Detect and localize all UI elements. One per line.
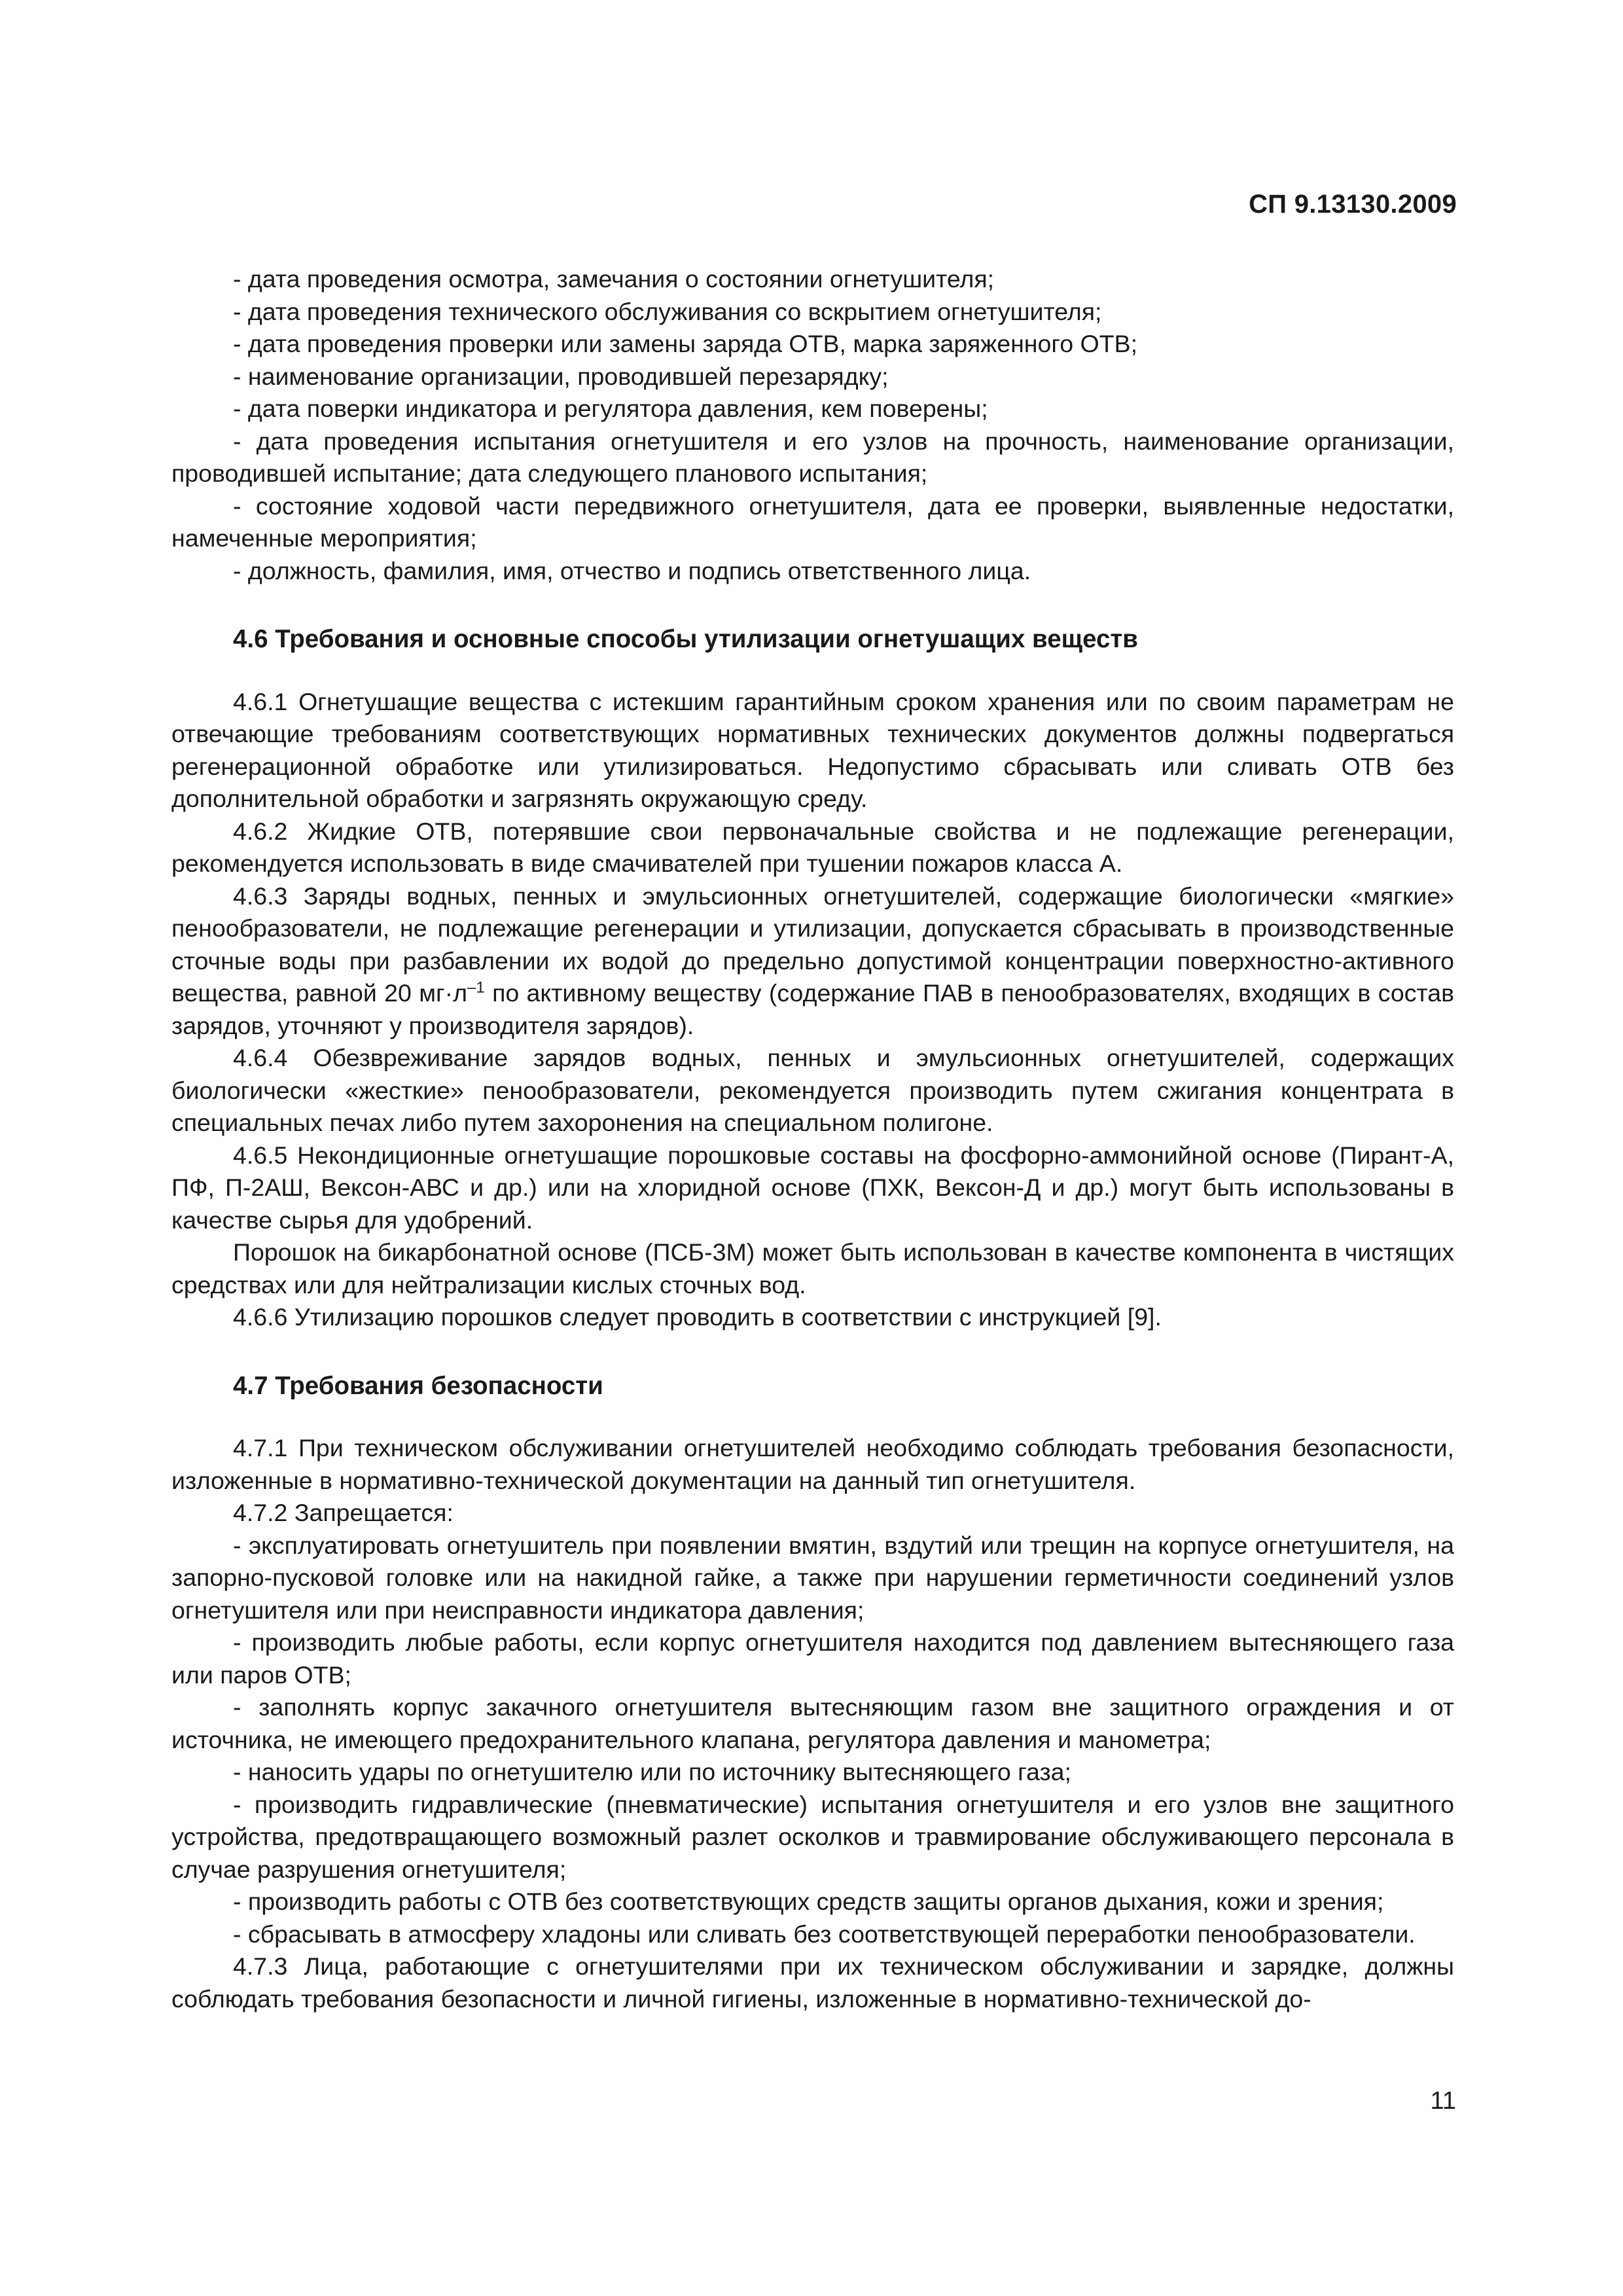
paragraph xyxy=(171,1236,1454,1301)
paragraph-text: 4.7.2 Запрещается: xyxy=(233,1499,454,1526)
paragraph xyxy=(171,1432,1454,1497)
superscript: –1 xyxy=(467,978,485,997)
paragraph xyxy=(171,296,1454,329)
section-heading xyxy=(171,623,1454,656)
paragraph xyxy=(171,686,1454,816)
paragraph-text: 4.6.4 Обезвреживание зарядов водных, пенных и эмульсионных огнетушителей, содержащих биологически «жесткие» пенообразователи, рекомендуется производить путем сжигания концентрата в специальных печах либо путем захоронения на специальном полигоне. xyxy=(171,1044,1454,1136)
paragraph-text: - эксплуатировать огнетушитель при появлении вмятин, вздутий или трещин на корпусе огнетушителя, на запорно-пусковой головке или на накидной гайке, а также при нарушении герметичности соединений узлов огнетушителя или при неисправности индикатора давления; xyxy=(171,1531,1454,1624)
paragraph-text: - заполнять корпус закачного огнетушителя вытесняющим газом вне защитного ограждения и от источника, не имеющего предохранительного клапана, регулятора давления и манометра; xyxy=(171,1693,1454,1753)
paragraph-text: - наносить удары по огнетушителю или по источнику вытесняющего газа; xyxy=(233,1758,1071,1785)
paragraph-text: 4.6.5 Некондиционные огнетушащие порошковые составы на фосфорно-аммонийной основе (Пирант-А, ПФ, П-2АШ, Вексон-АВС и др.) или на хлоридной основе (ПХК, Вексон-Д и др.) могут быть использованы в качестве сырья для удобрений. xyxy=(171,1141,1454,1234)
paragraph-text: - производить любые работы, если корпус огнетушителя находится под давлением вытесняющего газа или паров ОТВ; xyxy=(171,1628,1454,1689)
paragraph xyxy=(171,816,1454,880)
paragraph-text: - производить работы с ОТВ без соответствующих средств защиты органов дыхания, кожи и зрения; xyxy=(233,1888,1384,1915)
paragraph-text: 4.7.1 При техническом обслуживании огнетушителей необходимо соблюдать требования безопасности, изложенные в нормативно-технической документации на данный тип огнетушителя. xyxy=(171,1434,1454,1494)
paragraph-text: - состояние ходовой части передвижного огнетушителя, дата ее проверки, выявленные недостатки, намеченные мероприятия; xyxy=(171,492,1454,552)
paragraph xyxy=(171,1886,1454,1918)
document-code: СП 9.13130.2009 xyxy=(1249,190,1457,219)
paragraph xyxy=(171,393,1454,425)
paragraph-text: - дата проведения технического обслуживания со вскрытием огнетушителя; xyxy=(233,297,1102,325)
paragraph xyxy=(171,361,1454,393)
paragraph-text: - производить гидравлические (пневматические) испытания огнетушителя и его узлов вне защитного устройства, предотвращающего возможный разлет осколков и травмирование обслуживающего персонала в случае разрушения огнетушителя; xyxy=(171,1790,1454,1883)
paragraph-text: - дата поверки индикатора и регулятора давления, кем поверены; xyxy=(233,395,988,422)
paragraph xyxy=(171,1950,1454,2015)
paragraph xyxy=(171,1139,1454,1237)
paragraph-text: 4.6.2 Жидкие ОТВ, потерявшие свои первоначальные свойства и не подлежащие регенерации, рекомендуется использовать в виде смачивателей при тушении пожаров класса А. xyxy=(171,817,1454,877)
paragraph xyxy=(171,1497,1454,1530)
paragraph xyxy=(171,263,1454,296)
paragraph xyxy=(171,1918,1454,1951)
paragraph xyxy=(171,1301,1454,1334)
paragraph xyxy=(171,880,1454,1043)
paragraph-text-tail: по активному веществу (содержание ПАВ в пенообразователях, входящих в состав зарядов, уточняют у производителя зарядов). xyxy=(171,979,1454,1039)
paragraph-text: Порошок на бикарбонатной основе (ПСБ-3М) может быть использован в качестве компонента в чистящих средствах или для нейтрализации кислых сточных вод. xyxy=(171,1238,1454,1299)
paragraph-text: - дата проведения проверки или замены заряда ОТВ, марка заряженного ОТВ; xyxy=(233,330,1137,357)
paragraph-text: 4.6.6 Утилизацию порошков следует проводить в соответствии с инструкцией [9]. xyxy=(233,1303,1162,1331)
paragraph xyxy=(171,328,1454,361)
paragraph-text: 4.6.3 Заряды водных, пенных и эмульсионных огнетушителей, содержащие биологически «мягкие» пенообразователи, не подлежащие регенерации и утилизации, допускается сбрасывать в производственные сточные воды при разбавлении их водой до предельно допустимой концентрации поверхностно-активного вещества, равной 20 мг·л xyxy=(171,882,1454,1007)
paragraph-text: 4.7.3 Лица, работающие с огнетушителями при их техническом обслуживании и зарядке, должны соблюдать требования безопасности и личной гигиены, изложенные в нормативно-технической до- xyxy=(171,1952,1454,2013)
paragraph-text: - дата проведения осмотра, замечания о состоянии огнетушителя; xyxy=(233,265,995,293)
paragraph-text: - дата проведения испытания огнетушителя и его узлов на прочность, наименование организации, проводившей испытание; дата следующего планового испытания; xyxy=(171,427,1454,487)
paragraph-text: - наименование организации, проводившей перезарядку; xyxy=(233,362,889,390)
paragraph xyxy=(171,1756,1454,1789)
document-body xyxy=(171,263,1454,2015)
heading-text: 4.7 Требования безопасности xyxy=(233,1371,603,1400)
paragraph xyxy=(171,1042,1454,1139)
heading-text: 4.6 Требования и основные способы утилизации огнетушащих веществ xyxy=(233,625,1138,653)
paragraph xyxy=(171,1626,1454,1691)
paragraph xyxy=(171,1530,1454,1627)
paragraph xyxy=(171,490,1454,555)
paragraph xyxy=(171,1789,1454,1886)
paragraph-text: - сбрасывать в атмосферу хладоны или сливать без соответствующей переработки пенообразователи. xyxy=(233,1920,1416,1948)
paragraph xyxy=(171,425,1454,490)
paragraph xyxy=(171,1691,1454,1756)
paragraph-text: 4.6.1 Огнетушащие вещества с истекшим гарантийным сроком хранения или по своим параметрам не отвечающие требованиям соответствующих нормативных технических документов должны подвергаться регенерационной обработке или утилизироваться. Недопустимо сбрасывать или сливать ОТВ без дополнительной обработки и загрязнять окружающую среду. xyxy=(171,687,1454,812)
paragraph xyxy=(171,555,1454,588)
section-heading xyxy=(171,1370,1454,1403)
paragraph-text: - должность, фамилия, имя, отчество и подпись ответственного лица. xyxy=(233,556,1031,584)
page-number: 11 xyxy=(1430,2087,1456,2115)
